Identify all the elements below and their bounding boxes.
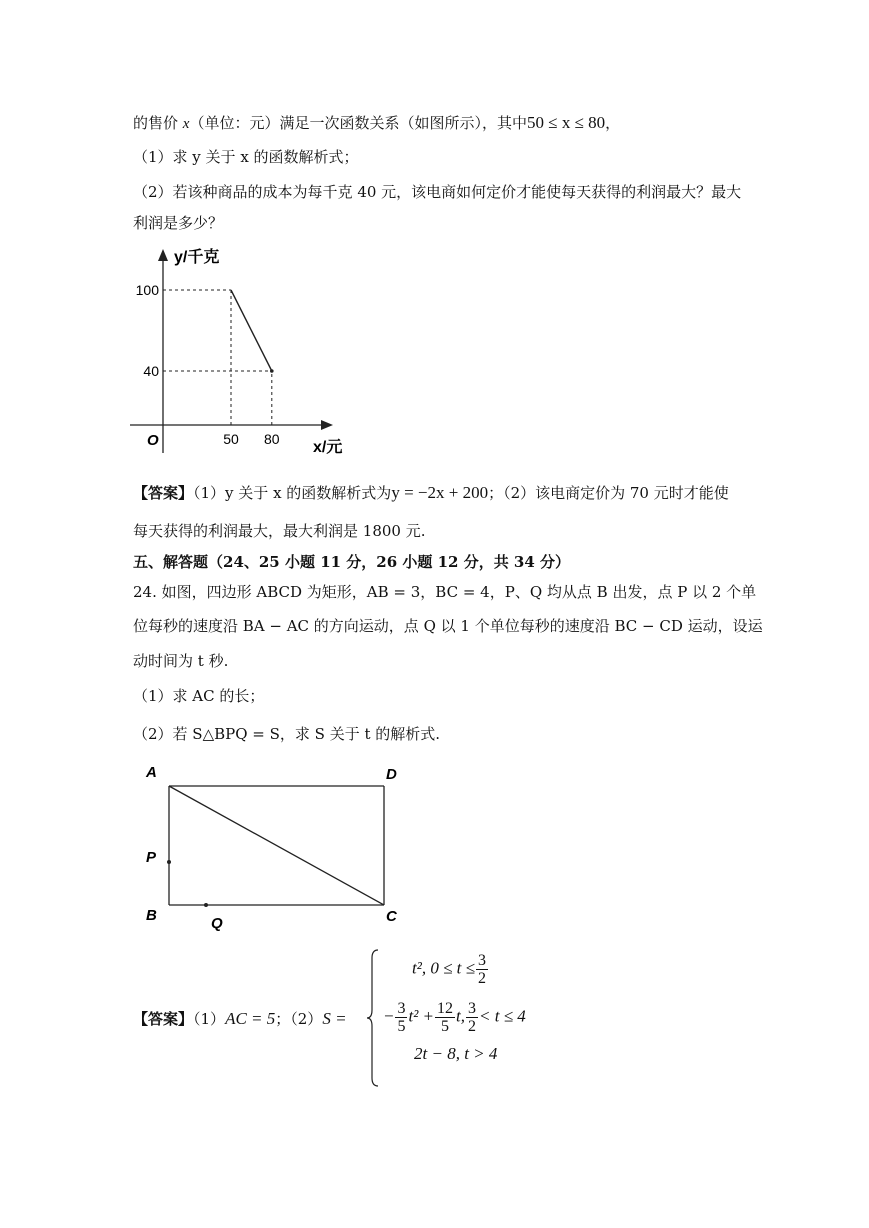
y-axis-arrow [158, 249, 168, 261]
ac-formula: AC = 5 [225, 1009, 276, 1028]
fraction-3-2b: $\frac{3}{2}$ [468, 1000, 477, 1035]
section-title: 五、解答题（24、25 小题 11 分，26 小题 12 分，共 34 分） [133, 553, 571, 571]
x-tick-50: 50 [223, 431, 239, 447]
q23-answer: 【答案】（1）y 关于 x 的函数解析式为y = −2x + 200；（2）该电商定价为 70 元时才能使 [133, 483, 729, 502]
q24-answer: 【答案】（1）AC = 5；（2）S = [133, 1009, 347, 1028]
label-q: Q [211, 915, 223, 932]
answer-label: 【答案】 [133, 484, 194, 502]
point-80-40 [270, 369, 274, 373]
fraction-3-2: $\frac{3}{2}$ [477, 952, 486, 987]
q23-sub1: （1）求 y 关于 x 的函数解析式； [133, 148, 359, 166]
x-axis-label: x/元 [313, 439, 343, 456]
q23-chart [120, 238, 360, 468]
piecewise-brace [364, 948, 382, 1088]
q23-sub2b: 利润是多少？ [133, 214, 224, 232]
var-x: x [182, 116, 190, 132]
case-3: 2t − 8, t > 4 [414, 1044, 498, 1063]
q24-line3: 动时间为 t 秒. [133, 652, 229, 670]
s-equals: S = [322, 1009, 347, 1028]
q23-intro: 的售价 x（单位：元）满足一次函数关系（如图所示），其中50 ≤ x ≤ 80， [133, 113, 621, 132]
label-d: D [386, 766, 397, 783]
label-p: P [146, 849, 157, 866]
fraction-12-5: $\frac{12}{5}$ [437, 1000, 454, 1035]
y-tick-40: 40 [143, 363, 159, 379]
diagonal-ac [169, 786, 384, 905]
origin-label: O [147, 432, 159, 449]
range-formula: 50 ≤ x ≤ 80 [526, 113, 606, 132]
q24-line2: 位每秒的速度沿 BA − AC 的方向运动，点 Q 以 1 个单位每秒的速度沿 BC − CD 运动，设运 [133, 617, 763, 635]
y-tick-100: 100 [135, 282, 159, 298]
point-q [204, 903, 208, 907]
q23-sub2a: （2）若该种商品的成本为每千克 40 元，该电商如何定价才能使每天获得的利润最大？最大 [133, 183, 742, 201]
series-line-1 [231, 290, 272, 371]
answer-label: 【答案】 [133, 1010, 194, 1028]
rectangle-figure [140, 758, 420, 938]
fraction-3-5: $\frac{3}{5}$ [397, 1000, 406, 1035]
case-1: t², 0 ≤ t ≤ $\frac{3}{2}$ [412, 952, 486, 987]
q23-answer-cont: 每天获得的利润最大，最大利润是 1800 元. [133, 522, 426, 540]
answer-formula: y = −2x + 200 [391, 483, 489, 502]
label-c: C [386, 908, 397, 925]
y-axis-label: y/千克 [174, 249, 220, 266]
label-a: A [146, 764, 157, 781]
point-p [167, 860, 171, 864]
case-2: − $\frac{3}{5}$ t² + $\frac{12}{5}$ t, $\frac{3}{2}$ < t ≤ 4 [383, 1000, 526, 1035]
q24-line1: 24. 如图，四边形 ABCD 为矩形，AB = 3，BC = 4，P、Q 均从点 B 出发，点 P 以 2 个单 [133, 583, 757, 601]
label-b: B [146, 907, 157, 924]
q24-sub2: （2）若 S△BPQ = S，求 S 关于 t 的解析式. [133, 725, 441, 743]
q24-sub1: （1）求 AC 的长； [133, 687, 265, 705]
x-tick-80: 80 [264, 431, 280, 447]
x-axis-arrow [321, 420, 333, 430]
